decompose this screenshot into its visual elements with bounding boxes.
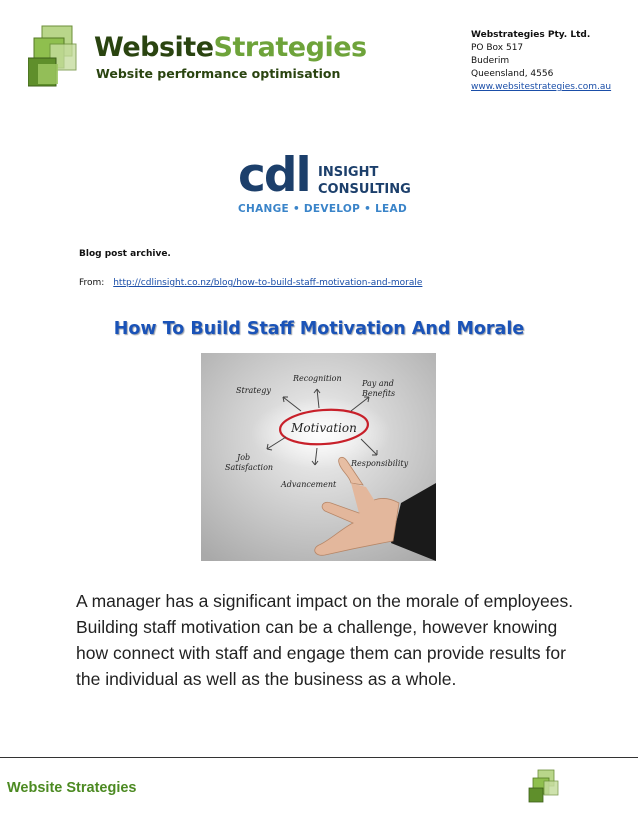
label-job: Job	[237, 453, 251, 462]
label-satisfaction: Satisfaction	[225, 463, 274, 472]
footer-squares-logo-icon	[528, 769, 564, 803]
article-title: How To Build Staff Motivation And Morale	[113, 319, 525, 339]
from-label: From:	[79, 278, 105, 288]
footer-divider	[0, 757, 638, 758]
cdl-consulting-text: CONSULTING	[318, 182, 411, 197]
source-line	[79, 278, 422, 288]
logo-tagline: Website performance optimisation	[96, 66, 341, 81]
suburb: Buderim	[471, 56, 510, 66]
label-advancement: Advancement	[281, 480, 337, 489]
cdl-tagline: CHANGE • DEVELOP • LEAD	[238, 203, 407, 215]
state: Queensland, 4556	[471, 69, 554, 79]
center-word: Motivation	[291, 421, 357, 435]
archive-label: Blog post archive.	[79, 249, 171, 259]
squares-logo-icon	[28, 24, 92, 90]
company-address	[471, 29, 611, 94]
source-url-link[interactable]: http://cdlinsight.co.nz/blog/how-to-build-staff-motivation-and-morale	[113, 278, 423, 288]
footer-brand: Website Strategies	[7, 780, 137, 796]
cdl-mark: cdl	[238, 148, 310, 203]
websitestrategies-logo	[28, 24, 367, 90]
label-benefits: Benefits	[362, 389, 396, 398]
company-name: Webstrategies Pty. Ltd.	[471, 30, 591, 40]
label-pay-and: Pay and	[362, 379, 394, 388]
cdl-insight-logo	[238, 148, 411, 220]
website-link[interactable]: www.websitestrategies.com.au	[471, 82, 612, 92]
cdl-insight-text: INSIGHT	[318, 165, 379, 180]
label-responsibility: Responsibility	[351, 459, 409, 468]
article-body: A manager has a significant impact on the morale of employees. Building staff motivation can be a challenge, however knowing how connect with staff and engage them can provide results for the individual as well as the business as a whole.	[76, 591, 574, 689]
po-box: PO Box 517	[471, 43, 524, 53]
logo-wordmark: WebsiteStrategies	[94, 32, 367, 63]
motivation-diagram-photo	[201, 353, 436, 561]
label-strategy: Strategy	[236, 386, 271, 395]
label-recognition: Recognition	[293, 374, 342, 383]
